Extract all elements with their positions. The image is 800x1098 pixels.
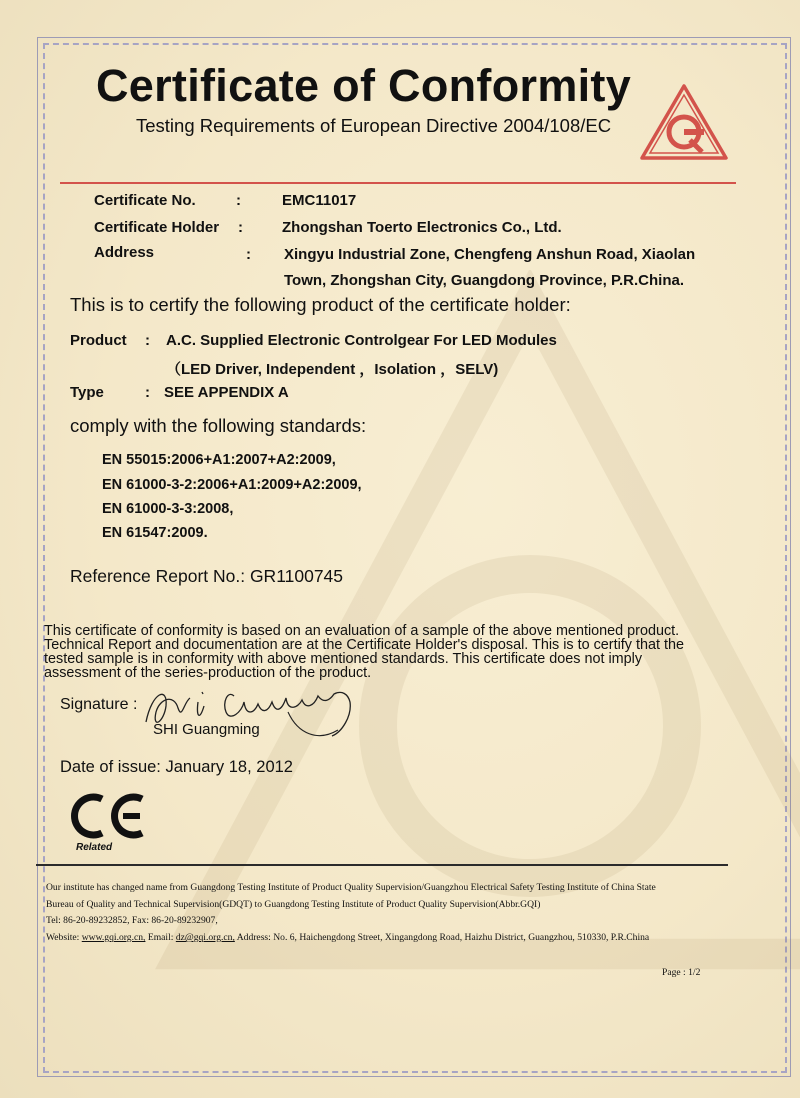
address-sep: : bbox=[246, 246, 251, 263]
page-label: Page : bbox=[662, 967, 686, 978]
footer-address: Address: No. 6, Haichengdong Street, Xingangdong Road, Haizhu District, Guangzhou, 510330, P.R.China bbox=[236, 932, 650, 943]
date-of-issue: Date of issue: January 18, 2012 bbox=[60, 758, 293, 776]
holder-label: Certificate Holder bbox=[94, 219, 220, 236]
ce-caption: Related bbox=[76, 842, 113, 853]
signature-label: Signature : bbox=[60, 696, 138, 713]
website-label: Website: bbox=[46, 932, 80, 943]
address-label: Address bbox=[94, 244, 155, 261]
address-line-1: Xingyu Industrial Zone, Chengfeng Anshun Road, Xiaolan bbox=[284, 246, 696, 263]
website-link[interactable]: www.gqi.org.cn, bbox=[81, 932, 146, 943]
cert-no-label: Certificate No. bbox=[94, 192, 196, 209]
cert-no-value: EMC11017 bbox=[282, 192, 357, 209]
footer-line-1: Our institute has changed name from Guangdong Testing Institute of Product Quality Supervision/Guangzhou Electrical Safety Testing Institute of China State bbox=[46, 882, 656, 893]
footer-line-3: Tel: 86-20-89232852, Fax: 86-20-89232907, bbox=[46, 915, 218, 926]
holder-sep: : bbox=[238, 219, 243, 236]
standard-item: EN 61000-3-3:2008, bbox=[102, 501, 234, 517]
standard-item: EN 55015:2006+A1:2007+A2:2009, bbox=[102, 452, 336, 468]
footer-divider bbox=[36, 864, 728, 866]
type-value: SEE APPENDIX A bbox=[164, 384, 289, 401]
product-sep: : bbox=[145, 332, 150, 349]
product-line-2: （LED Driver, Independent ，Isolation ，SELV) bbox=[166, 361, 499, 378]
statement-line: This certificate of conformity is based on an evaluation of a sample of the above mentioned product. bbox=[44, 623, 680, 639]
reference-report: Reference Report No.: GR1100745 bbox=[70, 566, 344, 586]
gqi-logo-icon bbox=[638, 82, 730, 164]
product-line-1: A.C. Supplied Electronic Controlgear For LED Modules bbox=[166, 332, 557, 349]
document-subtitle: Testing Requirements of European Directive 2004/108/EC bbox=[136, 115, 612, 136]
standard-item: EN 61547:2009. bbox=[102, 525, 208, 541]
statement-line: Technical Report and documentation are at the Certificate Holder's disposal. This is to certify that the bbox=[44, 637, 684, 653]
ce-mark-icon bbox=[66, 791, 146, 841]
page-value: 1/2 bbox=[688, 967, 701, 978]
holder-value: Zhongshan Toerto Electronics Co., Ltd. bbox=[282, 219, 562, 236]
certify-statement: This is to certify the following product of the certificate holder: bbox=[70, 294, 571, 315]
statement-line: tested sample is in conformity with above mentioned standards. This certificate does not imply bbox=[44, 651, 643, 667]
type-label: Type bbox=[70, 384, 104, 401]
standard-item: EN 61000-3-2:2006+A1:2009+A2:2009, bbox=[102, 477, 362, 493]
footer-contact-line bbox=[46, 932, 649, 943]
comply-statement: comply with the following standards: bbox=[70, 415, 367, 436]
header-divider bbox=[60, 182, 736, 184]
product-label: Product bbox=[70, 332, 127, 349]
address-line-2: Town, Zhongshan City, Guangdong Province, P.R.China. bbox=[284, 272, 685, 289]
signatory-name: SHI Guangming bbox=[153, 721, 260, 738]
statement-line: assessment of the series-production of the product. bbox=[44, 665, 372, 681]
type-sep: : bbox=[145, 384, 150, 401]
page-number bbox=[662, 967, 700, 978]
footer-line-2: Bureau of Quality and Technical Supervision(GDQT) to Guangdong Testing Institute of Product Quality Supervision(Abbr.GQI) bbox=[46, 899, 541, 910]
email-label: Email: bbox=[147, 932, 174, 943]
document-title: Certificate of Conformity bbox=[96, 60, 632, 111]
email-link[interactable]: dz@gqi.org.cn, bbox=[175, 932, 235, 943]
cert-no-sep: : bbox=[236, 192, 241, 209]
